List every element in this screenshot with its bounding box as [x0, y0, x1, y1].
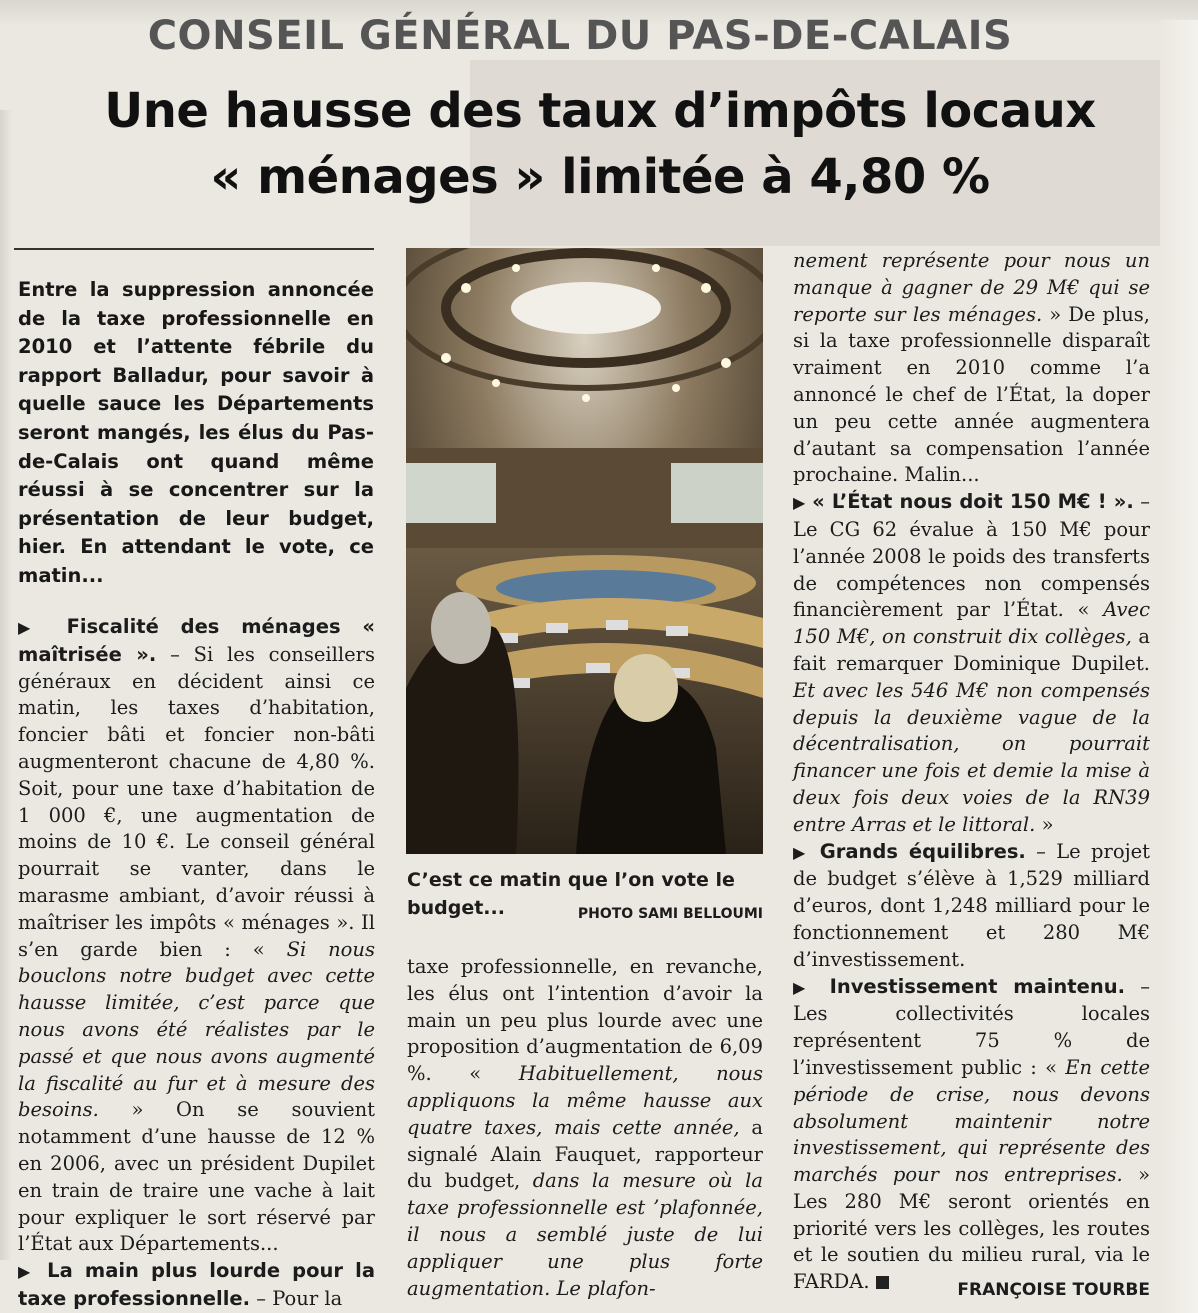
- photo-illustration: [406, 248, 763, 854]
- bullet-triangle-icon: ▶: [793, 493, 806, 513]
- headline-line-2: « ménages » limitée à 4,80 %: [210, 149, 990, 205]
- page-edge-left: [0, 110, 12, 1260]
- bullet-triangle-icon: ▶: [18, 618, 46, 637]
- photo-credit: PHOTO SAMI BELLOUMI: [577, 906, 763, 922]
- byline: FRANÇOISE TOURBE: [957, 1280, 1150, 1300]
- paragraph-etat-doit: [793, 489, 1150, 838]
- text-fiscalite: – Si les conseillers généraux en décident ainsi ce matin, les taxes d’habitation, foncier bâti et foncier non-bâti augmenteront chacune de 4,80 %. Soit, pour une taxe d’habitation de 1 000 €, une augmentation de moins de 10 €. Le conseil général pourrait se vanter, dans le marasme ambiant, d’avoir réussi à maîtriser les impôts « ménages ». Il s’en garde bien : «: [18, 642, 375, 961]
- text-fiscalite-end: » On se souvient notamment d’une hausse de 12 % en 2006, avec un président Dupilet en train de traire une vache à lait pour expliquer le sort réservé par l’État aux Départements...: [18, 1098, 375, 1256]
- subhead-main-lourde: La main plus lourde pour la taxe professionnelle.: [18, 1259, 375, 1310]
- paragraph-equilibres: [793, 839, 1150, 974]
- quote-crise: En cette période de crise, nous devons absolument maintenir notre investissement, qui représente des marchés pour nos entreprises.: [793, 1055, 1150, 1187]
- caption-text: C’est ce matin que l’on vote le budget...: [407, 869, 735, 919]
- column-1: [18, 614, 375, 1313]
- text-etat-doit: – Le CG 62 évalue à 150 M€ pour l’année 2008 le poids des transferts de compétences non compensés financièrement par l’État. «: [793, 490, 1151, 622]
- paragraph-fiscalite: [18, 614, 375, 1258]
- lede-paragraph: Entre la suppression annoncée de la taxe professionnelle en 2010 et l’attente fébrile du rapport Balladur, pour savoir à quelle sauce les Départements seront mangés, les élus du Pas-de-Calais ont quand même réussi à se concentrer sur la présentation de leur budget, hier. En attendant le vote, ce matin...: [18, 278, 374, 587]
- quote-plafonnee: dans la mesure où la taxe professionnelle est ’plafonnée, il nous a semblé juste de lui appliquer une plus forte augmentation. Le plafon-: [407, 1169, 763, 1300]
- text-etat-doit-end: »: [1035, 812, 1054, 836]
- council-chamber-photo: [406, 248, 763, 854]
- headline: [30, 78, 1170, 210]
- bullet-triangle-icon: ▶: [793, 842, 810, 862]
- column-3: [793, 248, 1150, 1296]
- paragraph-plafonnement: [793, 248, 1150, 489]
- subhead-fiscalite: Fiscalité des ménages « maîtrisée ».: [18, 615, 376, 666]
- quote-fiscalite: Si nous bouclons notre budget avec cette hausse limitée, c’est parce que nous avons été réalistes par le passé et que nous avons augmenté la fiscalité au fur et à mesure des besoins.: [18, 937, 375, 1122]
- quote-plafonnement: nement représente pour nous un manque à gagner de 29 M€ qui se reporte sur les ménages.: [793, 249, 1150, 326]
- lede-rule: [14, 248, 374, 250]
- text-investissement-end: » Les 280 M€ seront orientés en priorité vers les collèges, les routes et le soutien du milieu rural, via le FARDA.: [793, 1163, 1150, 1294]
- text-fauquet: a signalé Alain Fauquet, rapporteur du budget,: [407, 1115, 763, 1193]
- quote-colleges: Avec 150 M€, on construit dix collèges,: [793, 598, 1150, 649]
- section-kicker: CONSEIL GÉNÉRAL DU PAS-DE-CALAIS: [147, 13, 1013, 59]
- paragraph-main-lourde: [18, 1258, 375, 1313]
- photo-caption: [407, 866, 763, 928]
- text-dupilet: a fait remarquer Dominique Dupilet.: [793, 625, 1150, 675]
- page-edge-right: [1160, 20, 1198, 1313]
- paragraph-investissement: [793, 974, 1150, 1297]
- text-main-lourde: – Pour la: [250, 1286, 343, 1310]
- text-malin: » De plus, si la taxe professionnelle disparaît vraiment en 2010 comme l’a annoncé le chef de l’État, la doper un peu cette année augmentera d’autant sa compensation l’année prochaine. Malin...: [793, 302, 1150, 487]
- quote-rn39: Et avec les 546 M€ non compensés depuis la deuxième vague de la décentralisation, on pourrait financer une fois et demie la mise à deux fois deux voies de la RN39 entre Arras et le littoral.: [793, 678, 1150, 836]
- bullet-triangle-icon: ▶: [18, 1262, 36, 1282]
- paragraph-taxe-pro: [407, 954, 763, 1302]
- text-investissement: – Les collectivités locales représentent 75 % de l’investissement public : «: [793, 974, 1150, 1079]
- column-2: [407, 954, 763, 1302]
- subhead-investissement: Investissement maintenu.: [829, 974, 1126, 998]
- quote-habituellement: Habituellement, nous appliquons la même hausse aux quatre taxes, mais cette année,: [407, 1062, 763, 1139]
- text-taxe-pro: taxe professionnelle, en revanche, les élus ont l’intention d’avoir la main un peu plus lourde avec une proposition d’augmentation de 6,09 %. «: [407, 955, 763, 1086]
- subhead-etat-doit: « L’État nous doit 150 M€ ! ».: [812, 490, 1134, 514]
- text-equilibres: – Le projet de budget s’élève à 1,529 milliard d’euros, dont 1,248 milliard pour le fonctionnement et 280 M€ d’investissement.: [793, 839, 1151, 971]
- subhead-equilibres: Grands équilibres.: [819, 839, 1026, 863]
- headline-line-1: Une hausse des taux d’impôts locaux: [104, 83, 1096, 139]
- bullet-triangle-icon: ▶: [793, 977, 815, 997]
